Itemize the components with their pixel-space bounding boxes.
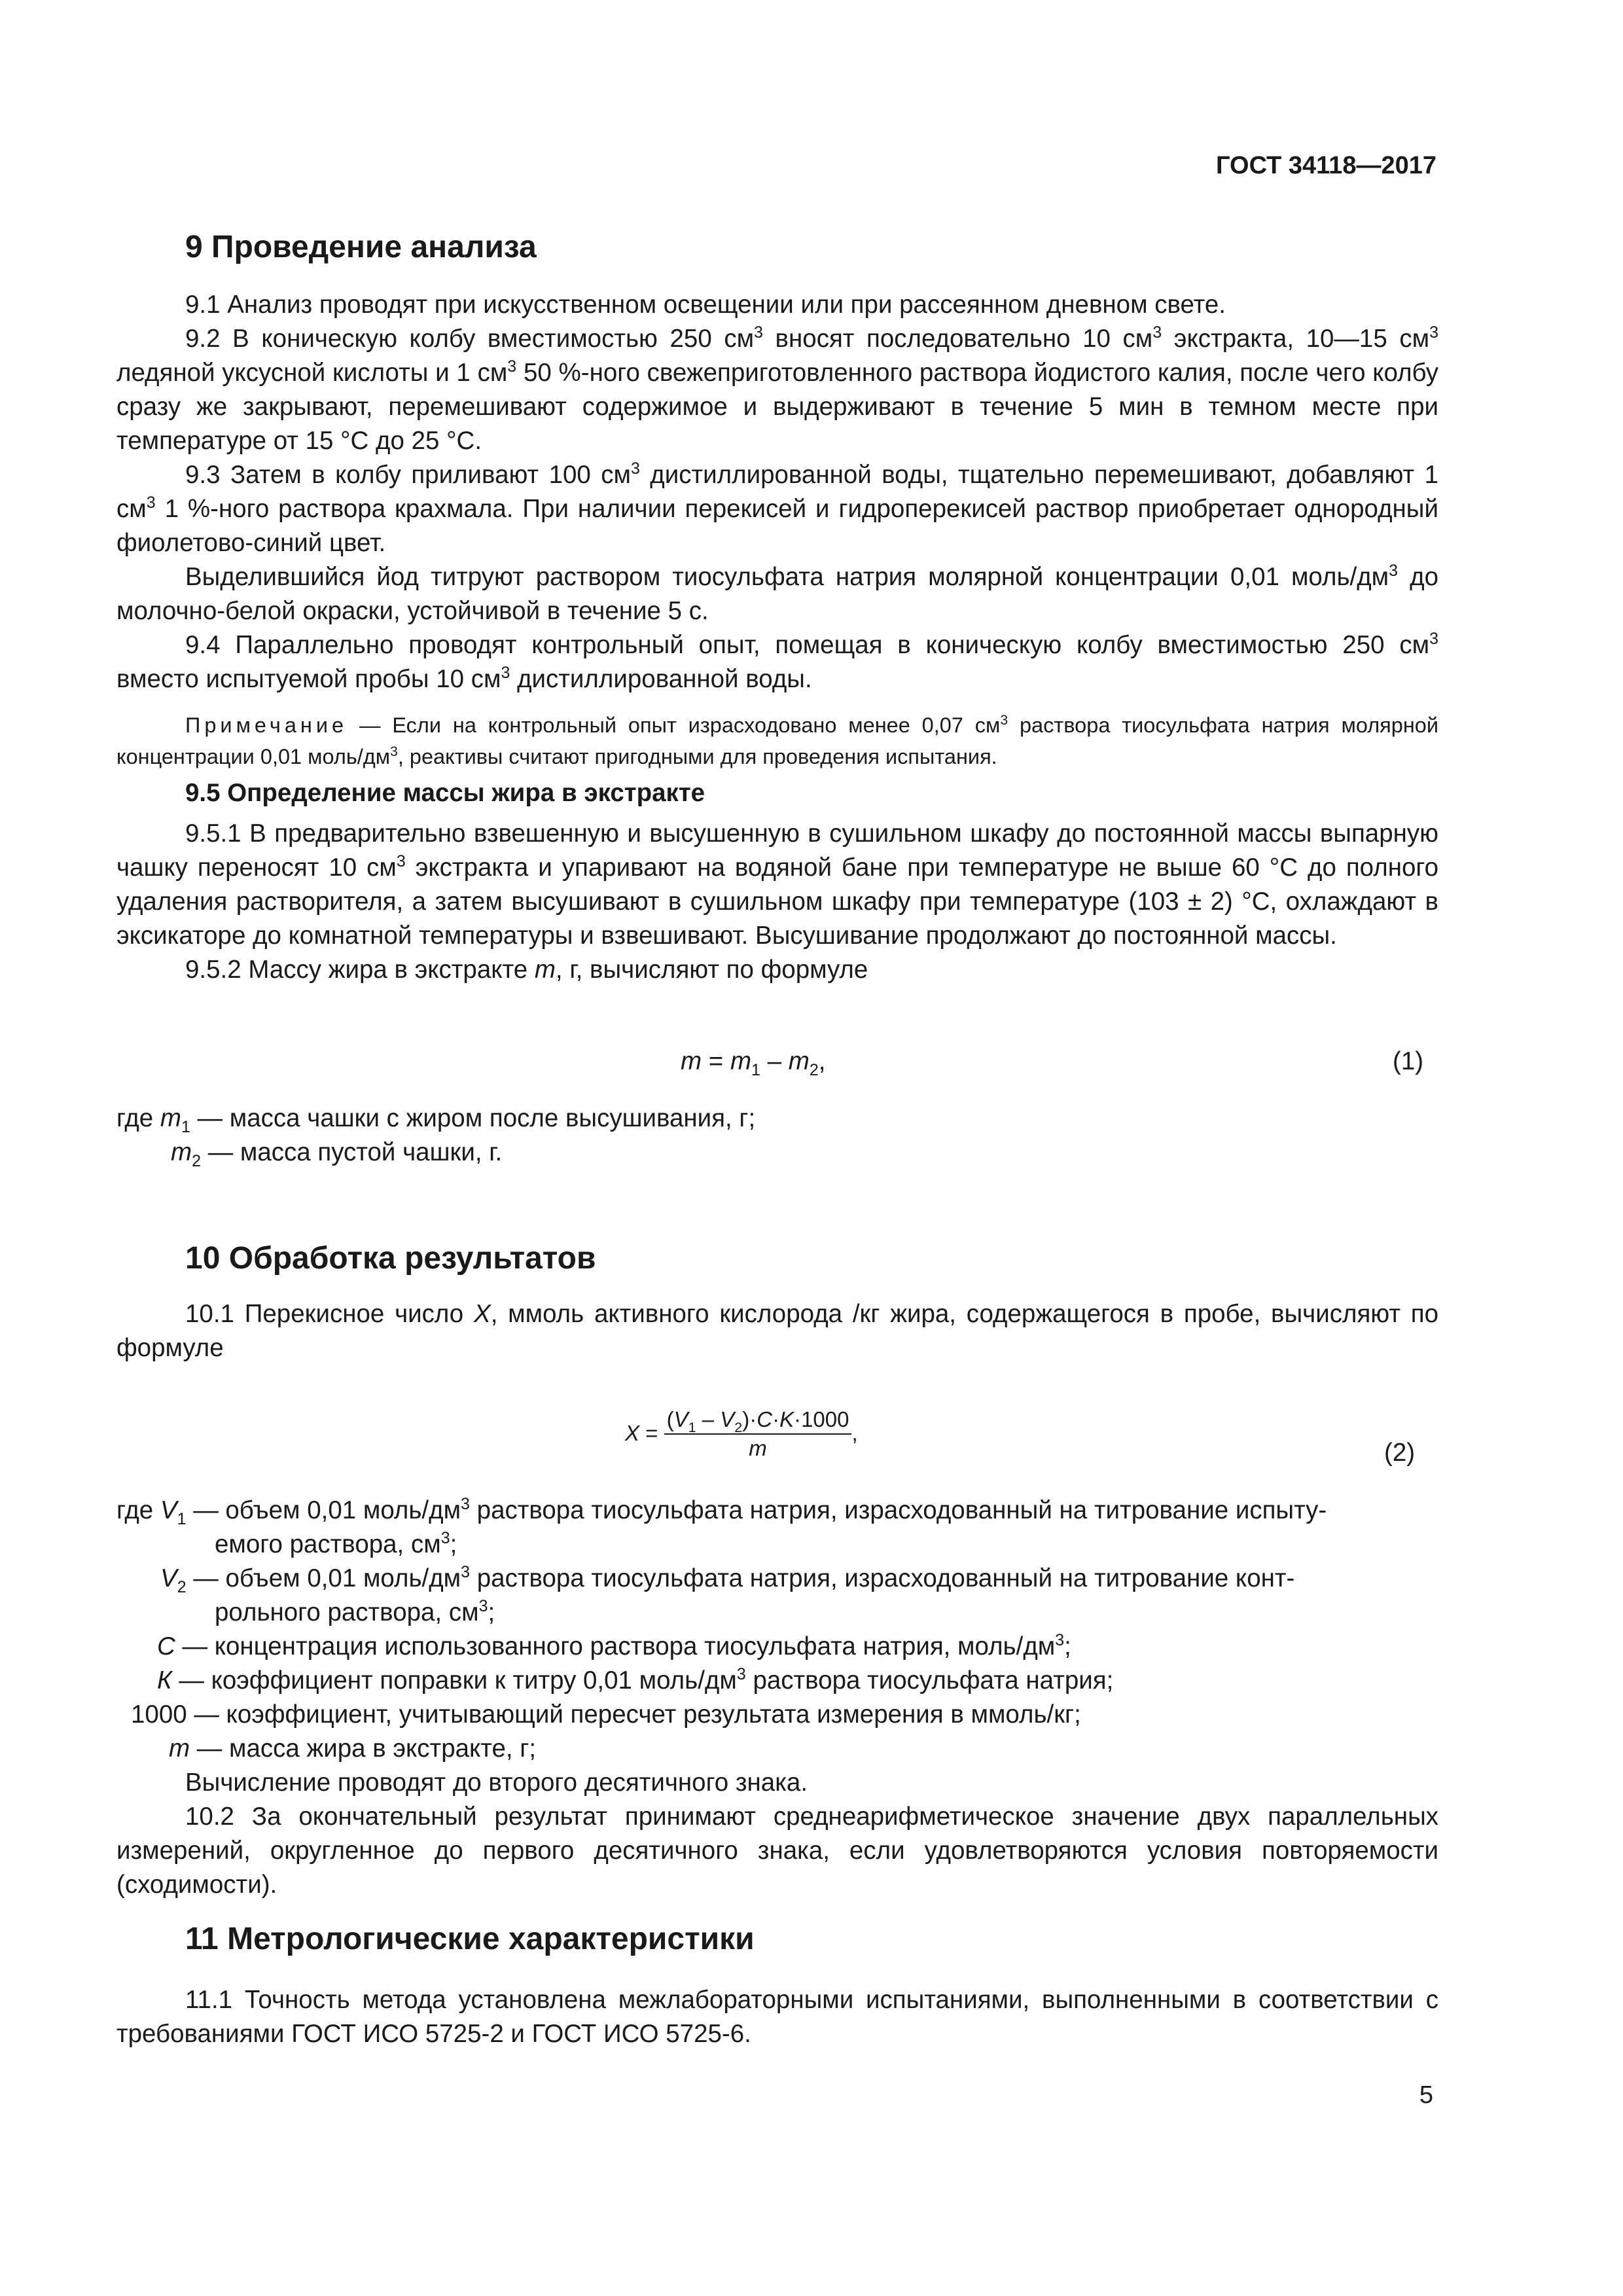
para-9-3-titration: Выделившийся йод титруют раствором тиосульфата натрия молярной концентрации 0,01 моль/$дм^3$ до молочно-белой окраски, устойчивой в течение 5 с. bbox=[116, 562, 1438, 625]
def-m1: где $m_1$ — масса чашки с жиром после высушивания, г; bbox=[116, 1104, 756, 1136]
para-10-calc: Вычисление проводят до второго десятичного знака. bbox=[185, 1768, 808, 1797]
page-number: 5 bbox=[1419, 2081, 1433, 2109]
section-9-title: 9 Проведение анализа bbox=[185, 230, 537, 264]
def-v1: где $V_1$ — объем 0,01 моль/$дм^3$ раствора тиосульфата натрия, израсходованный на титрование испыту- bbox=[116, 1495, 1327, 1528]
formula-1-definitions bbox=[116, 1102, 755, 1170]
formula-2: X = $\frac{(V_1 - V_2)\cdot C\cdot K\cdot 1000}{m}$ , bbox=[625, 1407, 858, 1460]
document-id-header: ГОСТ 34118—2017 bbox=[1216, 152, 1436, 179]
def-1000: 1000 — коэффициент, учитывающий пересчет результата измерения в ммоль/кг; bbox=[131, 1700, 1081, 1729]
formula-1: $m = m_1 - m_2$, bbox=[681, 1047, 826, 1079]
para-9-3: 9.3 Затем в колбу приливают 100 $см^3$ дистиллированной воды, тщательно перемешивают, добавляют 1 $см^3$ 1 %-ного раствора крахмала. При наличии перекисей и гидроперекисей раствор приобретает однородный фиолетово-синий цвет. bbox=[116, 459, 1438, 557]
para-9-4: 9.4 Параллельно проводят контрольный опыт, помещая в коническую колбу вместимостью 250 $см^3$ вместо испытуемой пробы 10 $см^3$ дистиллированной воды. bbox=[116, 630, 1438, 693]
para-10-1: 10.1 Перекисное число X, ммоль активного кислорода /кг жира, содержащегося в пробе, вычисляют по формуле bbox=[116, 1300, 1438, 1362]
section-9-5 bbox=[116, 779, 1438, 987]
def-k: К — коэффициент поправки к титру 0,01 моль/$дм^3$ раствора тиосульфата натрия; bbox=[157, 1665, 1114, 1695]
def-m: m — масса жира в экстракте, г; bbox=[169, 1734, 537, 1763]
section-9-5-title: 9.5 Определение массы жира в экстракте bbox=[185, 779, 705, 807]
para-9-1: 9.1 Анализ проводят при искусственном освещении или при рассеянном дневном свете. bbox=[185, 291, 1226, 319]
def-v2-cont: рольного раствора, $см^3$; bbox=[215, 1597, 495, 1626]
formula-2-number: (2) bbox=[1384, 1439, 1416, 1467]
para-9-5-1: 9.5.1 В предварительно взвешенную и высушенную в сушильном шкафу до постоянной массы выпарную чашку переносят 10 $см^3$ экстракта и упаривают на водяной бане при температуре не выше 60 °С до полного удаления растворителя, а затем высушивают в сушильном шкафу при температуре (103 ± 2) °С, охлаждают в эксикаторе до комнатной температуры и взвешивают. Высушивание продолжают до постоянной массы. bbox=[116, 819, 1438, 950]
para-11-1: 11.1 Точность метода установлена межлабораторными испытаниями, выполненными в соответствии с требованиями ГОСТ ИСО 5725-2 и ГОСТ ИСО 5725-6. bbox=[116, 1986, 1438, 2048]
formula-2-definitions bbox=[116, 1494, 1438, 1766]
section-9 bbox=[116, 229, 1438, 265]
section-10-title: 10 Обработка результатов bbox=[185, 1241, 596, 1276]
note-9-4: Примечание — Если на контрольный опыт израсходовано менее 0,07 $см^3$ раствора тиосульфата натрия молярной концентрации 0,01 моль/$дм^3$, реактивы считают пригодными для проведения испытания. bbox=[116, 713, 1439, 768]
section-10-tail bbox=[116, 1766, 1438, 1902]
def-m2: $m_2$ — масса пустой чашки, г. bbox=[171, 1138, 503, 1170]
section-11-title: 11 Метрологические характеристики bbox=[185, 1922, 755, 1956]
para-9-5-2: 9.5.2 Массу жира в экстракте m, г, вычисляют по формуле bbox=[185, 956, 868, 984]
para-9-2: 9.2 В коническую колбу вместимостью 250 $см^3$ вносят последовательно 10 $см^3$ экстракта, 10—15 $см^3$ ледяной уксусной кислоты и 1 $см^3$ 50 %-ного свежеприготовленного раствора йодистого калия, после чего колбу сразу же закрывают, перемешивают содержимое и выдерживают в течение 5 мин в темном месте при температуре от 15 °С до 25 °С. bbox=[116, 323, 1438, 455]
formula-1-number: (1) bbox=[1393, 1047, 1424, 1075]
section-9-body bbox=[116, 288, 1438, 772]
def-v1-cont: емого раствора, $см^3$; bbox=[215, 1529, 457, 1558]
formula-2-fraction: $\frac{(V_1 - V_2)\cdot C\cdot K\cdot 1000}{m}$ bbox=[664, 1407, 852, 1461]
para-10-2: 10.2 За окончательный результат принимают среднеарифметическое значение двух параллельных измерений, округленное до первого десятичного знака, если удовлетворяются условия повторяемости (сходимости). bbox=[116, 1803, 1438, 1899]
section-11 bbox=[116, 1921, 1438, 2051]
def-c: С — концентрация использованного раствора тиосульфата натрия, моль/$дм^3$; bbox=[157, 1631, 1071, 1660]
def-v2: $V_2$ — объем 0,01 моль/$дм^3$ раствора тиосульфата натрия, израсходованный на титрование конт- bbox=[160, 1563, 1295, 1596]
note-label: Примечание bbox=[185, 713, 348, 737]
section-10 bbox=[116, 1240, 1438, 1365]
